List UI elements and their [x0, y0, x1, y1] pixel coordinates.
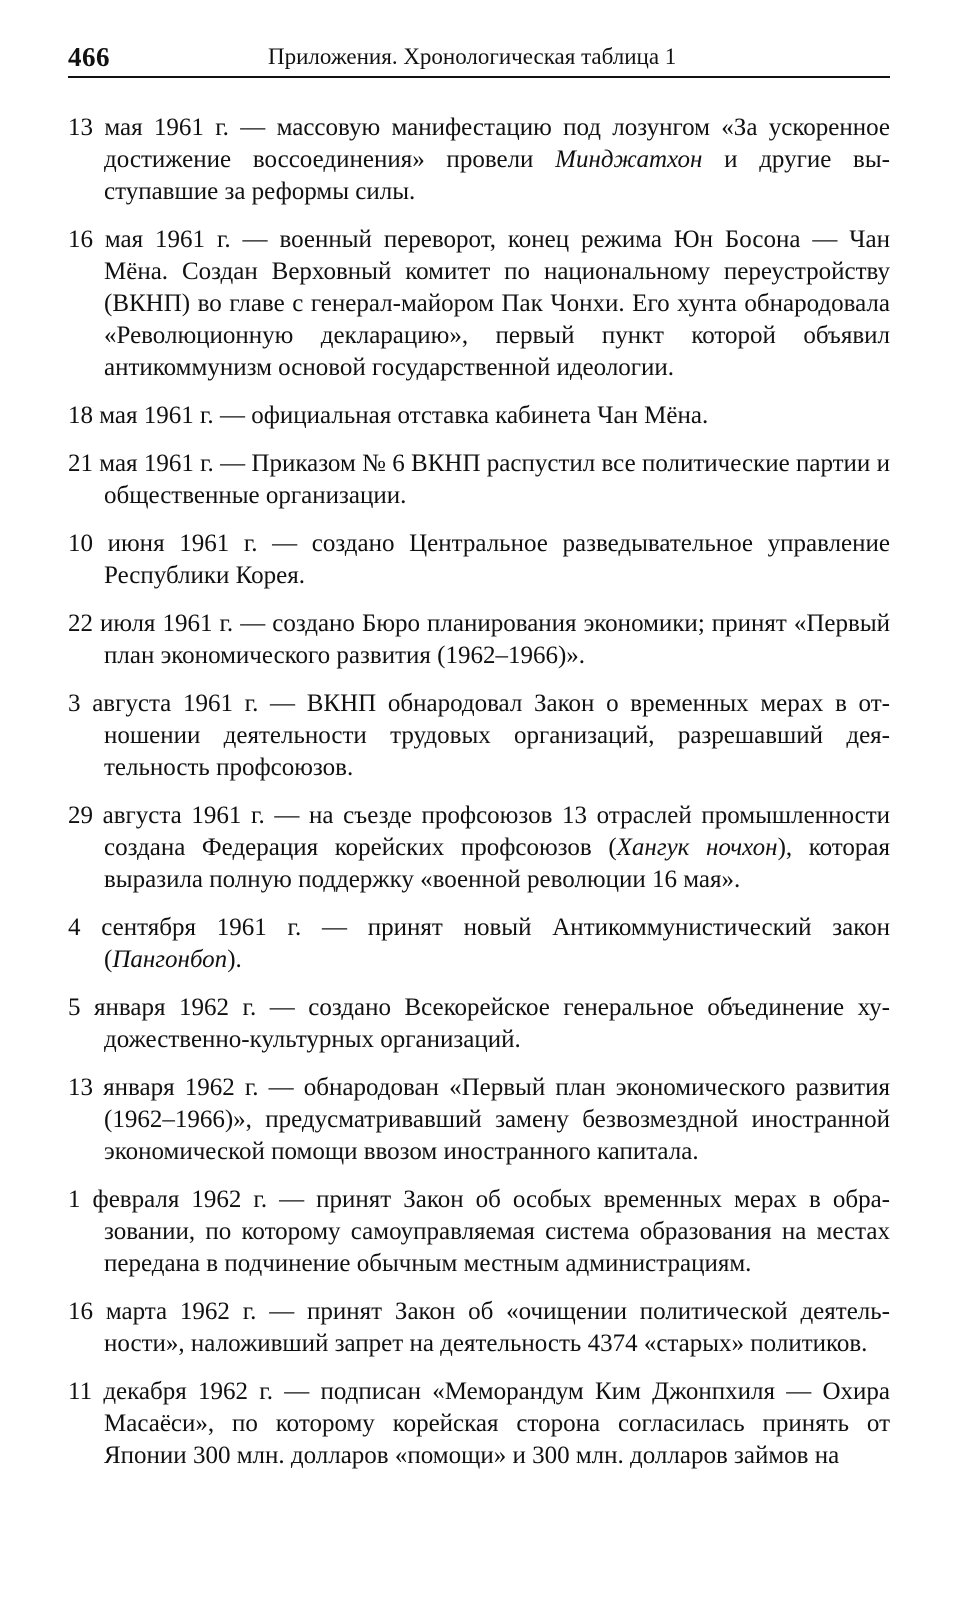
- entry-date: 16 мая 1961 г.: [68, 226, 231, 253]
- chronology-entry: [68, 608, 890, 672]
- chronology-entry: [68, 112, 890, 208]
- entry-date: 13 января 1962 г.: [68, 1074, 259, 1101]
- entry-text: — обнародован «Первый план экономического развития (1962–1966)», предусматривавший замену безвозмездной иностранной экономической помощи ввозом иностранного капитала.: [104, 1074, 890, 1165]
- entry-term: Минджатхон: [555, 146, 703, 173]
- entry-term: Пангонбоп: [112, 946, 228, 973]
- entry-text: — создано Центральное разведывательное управление Республики Корея.: [104, 530, 890, 589]
- chronology-entry: [68, 528, 890, 592]
- entry-date: 21 мая 1961 г.: [68, 450, 214, 477]
- chronology-entry: [68, 1376, 890, 1472]
- entry-date: 16 марта 1962 г.: [68, 1298, 257, 1325]
- entry-date: 4 сентября 1961 г.: [68, 914, 302, 941]
- entry-text: — принят Закон об «очищении политической деятельности», наложивший запрет на деятельность 4374 «старых» политиков.: [104, 1298, 890, 1357]
- page-number: 466: [68, 42, 110, 72]
- entry-text: ), которая выразила полную поддержку «военной революции 16 мая».: [104, 834, 890, 893]
- entry-text: — создано Всекорейское генеральное объединение художественно-культурных организаций.: [104, 994, 890, 1053]
- entry-text: — Приказом № 6 ВКНП распустил все политические партии и общественные организации.: [104, 450, 890, 509]
- book-page: [68, 40, 890, 1488]
- entry-text: и другие выступавшие за реформы силы.: [104, 146, 890, 205]
- chronology-entry: [68, 1072, 890, 1168]
- chronology-entry: [68, 688, 890, 784]
- entry-date: 13 мая 1961 г.: [68, 114, 229, 141]
- entry-text: — подписан «Меморандум Ким Джонпхиля — Охира Масаёси», по которому корейская сторона согласилась принять от Японии 300 млн. долларов «помощи» и 300 млн. долларов займов на: [104, 1378, 891, 1469]
- entry-text: — на съезде профсоюзов 13 отраслей промышленности создана Федерация корейских профсоюзов (: [104, 802, 890, 861]
- entry-text: — создано Бюро планирования экономики; принят «Первый план экономического развития (1962–1966)».: [104, 610, 891, 669]
- entry-date: 3 августа 1961 г.: [68, 690, 259, 717]
- entry-text: — официальная отставка кабинета Чан Мёна.: [213, 402, 709, 429]
- chronology-entry: [68, 448, 890, 512]
- chronology-entry: [68, 912, 890, 976]
- entry-text: ).: [227, 946, 242, 973]
- running-header: [68, 40, 890, 78]
- entry-date: 1 февраля 1962 г.: [68, 1186, 268, 1213]
- entry-date: 18 мая 1961 г.: [68, 402, 214, 429]
- entry-date: 11 декабря 1962 г.: [68, 1378, 273, 1405]
- entry-text: — принят Закон об особых временных мерах в образовании, по которому самоуправляемая система образования на местах передана в подчинение обычным местным администрациям.: [104, 1186, 890, 1277]
- entry-date: 5 января 1962 г.: [68, 994, 257, 1021]
- running-header-title: Приложения. Хронологическая таблица 1: [268, 44, 677, 69]
- chronology-entry: [68, 800, 890, 896]
- entry-date: 10 июня 1961 г.: [68, 530, 258, 557]
- chronology-entry: [68, 1184, 890, 1280]
- entry-text: — военный переворот, конец режима Юн Босона — Чан Мёна. Создан Верховный комитет по национальному переустройству (ВКНП) во главе с генерал-майором Пак Чонхи. Его хунта обнародовала «Революционную декларацию», первый пункт которой объявил антикоммунизм основой государственной идеологии.: [104, 226, 890, 381]
- entry-text: — массовую манифестацию под лозунгом «За ускоренное достижение воссоединения» провели: [104, 114, 890, 173]
- chronology-entries: [68, 112, 890, 1472]
- entry-term: Хангук ночхон: [616, 834, 778, 861]
- entry-date: 22 июля 1961 г.: [68, 610, 234, 637]
- chronology-entry: [68, 400, 890, 432]
- chronology-entry: [68, 224, 890, 384]
- entry-text: — ВКНП обнародовал Закон о временных мерах в отношении деятельности трудовых организаций, разрешавший деятельность профсоюзов.: [104, 690, 890, 781]
- chronology-entry: [68, 1296, 890, 1360]
- entry-text: — принят новый Антикоммунистический закон (: [104, 914, 890, 973]
- entry-date: 29 августа 1961 г.: [68, 802, 265, 829]
- chronology-entry: [68, 992, 890, 1056]
